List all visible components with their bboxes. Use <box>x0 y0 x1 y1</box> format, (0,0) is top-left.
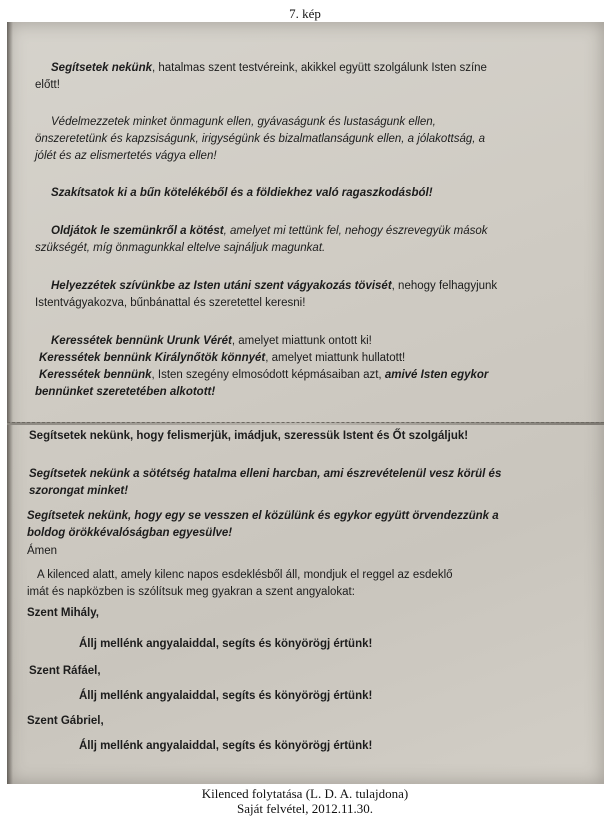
caption-line-1: Kilenced folytatása (L. D. A. tulajdona) <box>201 786 409 801</box>
para-6-line-2-lead: Keressétek bennünk Királynőtök könnyét <box>39 352 266 364</box>
document-photo <box>7 22 604 784</box>
figure-label: 7. kép <box>289 6 321 21</box>
para-6-line-4: bennünket szeretetében alkotott! <box>35 386 216 398</box>
amen: Ámen <box>27 545 58 557</box>
para-6-line-2 <box>39 350 405 367</box>
para-6-line-2-rest: , amelyet miattunk hullatott! <box>265 352 406 364</box>
photo-caption <box>0 786 610 816</box>
para-1-line-2: előtt! <box>35 79 60 91</box>
para-6-line-3-mid: , Isten szegény elmosódott képmásaiban azt, <box>151 369 385 381</box>
saint-prayer: Állj mellénk angyalaiddal, segíts és könyörögj értünk! <box>79 690 373 702</box>
saint-name: Szent Mihály, <box>27 607 99 619</box>
para-6-line-3-end: amivé Isten egykor <box>384 369 489 381</box>
para-2-line-3: jólét és az elismertetés vágya ellen! <box>35 150 217 162</box>
para-4-line-1 <box>51 223 488 240</box>
para-6-line-1-lead: Keressétek bennünk Urunk Vérét <box>51 335 232 347</box>
para-8-line-1: Segítsetek nekünk a sötétség hatalma elleni harcban, ami észrevételenül vesz körül és <box>29 468 502 480</box>
para-3-line-1: Szakítsatok ki a bűn kötelékéből és a földiekhez való ragaszkodásból! <box>51 187 433 199</box>
para-1-rest: , hatalmas szent testvéreink, akikkel együtt szolgálunk Isten színe <box>151 62 487 74</box>
para-9-line-1: A kilenced alatt, amely kilenc napos esdeklésből áll, mondjuk el reggel az esdeklő <box>37 569 453 581</box>
para-5-rest: , nehogy felhagyjunk <box>391 280 498 292</box>
para-6-line-3 <box>39 367 488 384</box>
para-4-line-2: szükségét, míg önmagunkkal eltelve sajnáljuk magunkat. <box>35 242 326 254</box>
para-5-line-2: Istentvágyakozva, bűnbánattal és szeretettel keresni! <box>35 297 306 309</box>
caption-line-2: Saját felvétel, 2012.11.30. <box>237 801 373 816</box>
paper-fold-line <box>7 422 604 425</box>
para-1-lead: Segítsetek nekünk <box>51 62 152 74</box>
para-4-rest: , amelyet mi tettünk fel, nehogy észrevegyük mások <box>223 225 488 237</box>
para-5-lead: Helyezzétek szívünkbe az Isten utáni szent vágyakozás tövisét <box>51 280 392 292</box>
saint-name: Szent Ráfáel, <box>29 665 101 677</box>
para-9-line-2: imát és napközben is szólítsuk meg gyakran a szent angyalokat: <box>27 586 355 598</box>
para-2-line-1: Védelmezzetek minket önmagunk ellen, gyávaságunk és lustaságunk ellen, <box>51 116 436 128</box>
para-8-line-2: szorongat minket! <box>29 485 129 497</box>
para-8-line-4: boldog örökkévalóságban egyesülve! <box>27 527 233 539</box>
para-5-line-1 <box>51 278 497 295</box>
para-6-line-1 <box>51 333 372 350</box>
saint-name: Szent Gábriel, <box>27 715 104 727</box>
para-1-line-1 <box>51 60 487 77</box>
para-2-line-2: önszeretetünk és kapzsiságunk, irigységünk és bizalmatlanságunk ellen, a jólakottság, a <box>35 133 486 145</box>
para-6-line-3-lead: Keressétek bennünk <box>39 369 152 381</box>
para-8-line-3: Segítsetek nekünk, hogy egy se vesszen el közülünk és egykor együtt örvendezzünk a <box>27 510 499 522</box>
saint-prayer: Állj mellénk angyalaiddal, segíts és könyörögj értünk! <box>79 638 373 650</box>
para-4-lead: Oldjátok le szemünkről a kötést <box>51 225 224 237</box>
para-6-line-1-rest: , amelyet miattunk ontott ki! <box>231 335 372 347</box>
photo-edge-shadow <box>7 22 13 784</box>
saint-prayer: Állj mellénk angyalaiddal, segíts és könyörögj értünk! <box>79 740 373 752</box>
para-7-line-1: Segítsetek nekünk, hogy felismerjük, imádjuk, szeressük Istent és Őt szolgáljuk! <box>29 430 469 442</box>
